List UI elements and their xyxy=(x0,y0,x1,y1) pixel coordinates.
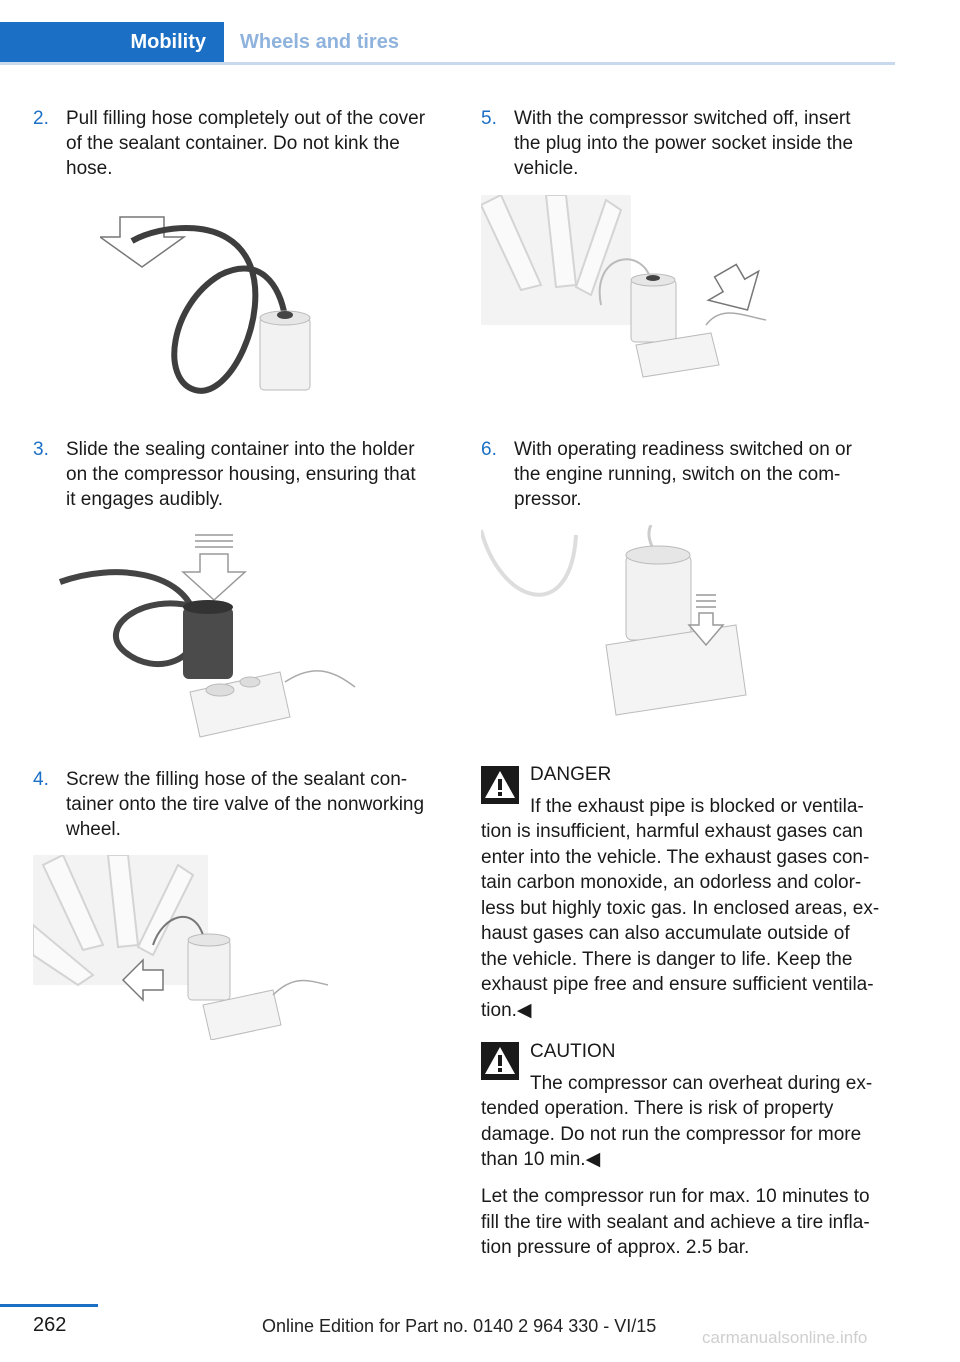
closing-line: tion pressure of approx. 2.5 bar. xyxy=(481,1237,750,1258)
danger-line: tion.◀ xyxy=(481,999,532,1021)
closing-line: Let the compressor run for max. 10 minutes to xyxy=(481,1186,870,1207)
danger-line: the vehicle. There is danger to life. Keep the xyxy=(481,948,853,970)
caution-triangle-icon xyxy=(481,1042,519,1080)
danger-line: tion is insufficient, harmful exhaust gases can xyxy=(481,821,863,842)
caution-title: CAUTION xyxy=(530,1041,616,1062)
danger-line: enter into the vehicle. The exhaust gases con‐ xyxy=(481,846,870,868)
step-number: 2. xyxy=(33,108,49,129)
figure-switch-on-compressor xyxy=(481,525,781,725)
figure-hose-onto-valve xyxy=(33,855,333,1040)
step-text-line: Screw the filling hose of the sealant con‐ xyxy=(66,769,408,790)
tab-mobility-label: Mobility xyxy=(130,30,206,53)
closing-line: fill the tire with sealant and achieve a tire infla‐ xyxy=(481,1211,870,1233)
step-text-line: wheel. xyxy=(66,819,121,840)
step-number: 4. xyxy=(33,769,49,790)
step-text-line: tainer onto the tire valve of the nonworking xyxy=(66,794,425,815)
step-number: 3. xyxy=(33,439,49,460)
figure-hose-container xyxy=(100,205,340,400)
caution-line: than 10 min.◀ xyxy=(481,1149,601,1170)
caution-first-line: The compressor can overheat during ex‐ xyxy=(530,1073,873,1094)
closing-paragraph xyxy=(481,1184,901,1261)
page-number: 262 xyxy=(33,1314,67,1336)
step-number: 6. xyxy=(481,439,497,460)
danger-text xyxy=(481,819,896,1023)
step-text-line: Slide the sealing container into the holder xyxy=(66,439,415,460)
step-text-line: With the compressor switched off, insert xyxy=(514,108,851,129)
caution-text xyxy=(481,1096,896,1173)
edition-text: Online Edition for Part no. 0140 2 964 330 - VI/15 xyxy=(262,1316,657,1336)
danger-line: exhaust pipe free and ensure sufficient ventila‐ xyxy=(481,974,874,995)
step-text-line: hose. xyxy=(66,158,113,179)
danger-line: haust gases can also accumulate outside of xyxy=(481,923,850,944)
caution-line: tended operation. There is risk of property xyxy=(481,1098,834,1119)
footer-accent-line xyxy=(0,1304,98,1307)
step-text-line: pressor. xyxy=(514,489,582,510)
tab-mobility[interactable] xyxy=(0,22,224,62)
step-number: 5. xyxy=(481,108,497,129)
danger-title: DANGER xyxy=(530,764,612,785)
danger-line: less but highly toxic gas. In enclosed areas, ex‐ xyxy=(481,897,880,919)
danger-first-line: If the exhaust pipe is blocked or ventila‐ xyxy=(530,796,864,817)
figure-container-into-compressor xyxy=(55,532,365,742)
step-text-line: the plug into the power socket inside the xyxy=(514,133,854,154)
tab-wheels-label: Wheels and tires xyxy=(240,30,399,53)
caution-line: damage. Do not run the compressor for more xyxy=(481,1123,862,1145)
watermark-text: carmanualsonline.info xyxy=(702,1328,868,1347)
step-text-line: vehicle. xyxy=(514,158,579,179)
step-text-line: of the sealant container. Do not kink the xyxy=(66,133,400,154)
warning-triangle-icon xyxy=(481,766,519,804)
figure-plug-into-socket xyxy=(481,195,781,380)
step-text-line: it engages audibly. xyxy=(66,489,224,510)
step-text-line: With operating readiness switched on or xyxy=(514,439,852,460)
step-text-line: on the compressor housing, ensuring that xyxy=(66,464,416,485)
step-text-line: the engine running, switch on the com‐ xyxy=(514,464,841,485)
danger-line: tain carbon monoxide, an odorless and color‐ xyxy=(481,872,862,893)
step-text-line: Pull filling hose completely out of the cover xyxy=(66,108,426,129)
tab-wheels-and-tires[interactable] xyxy=(240,22,399,62)
